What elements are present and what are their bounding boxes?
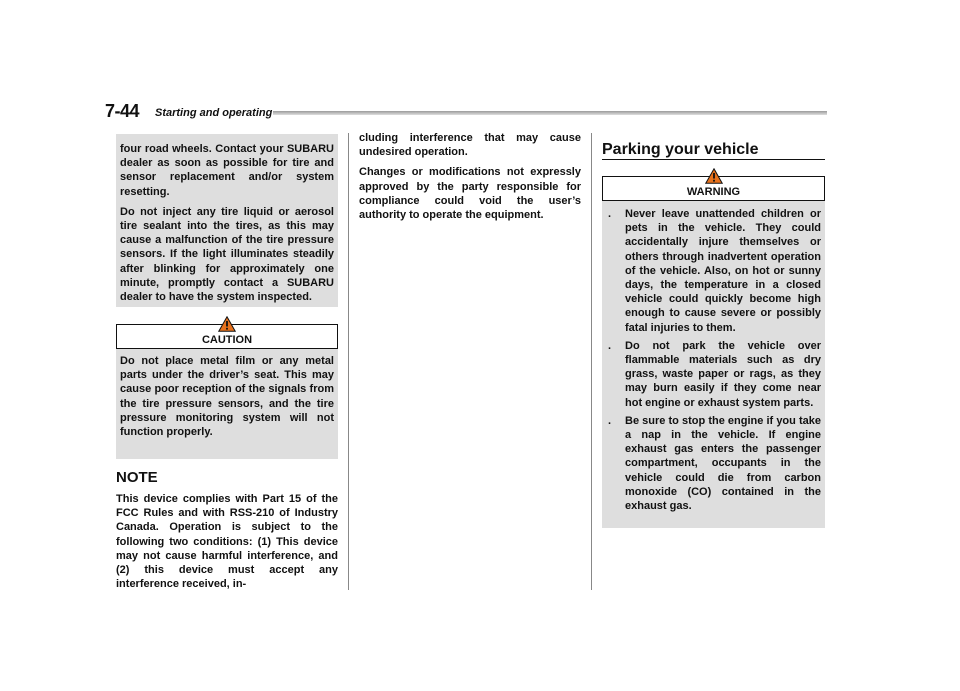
tire-info-box [116,134,338,307]
column-divider [591,133,592,590]
paragraph: cluding interference that may cause undesired operation. [359,132,581,159]
caution-box [116,324,338,459]
list-item [608,414,821,513]
list-item [608,207,821,335]
list-item [608,339,821,410]
middle-column [359,131,581,228]
warning-header [602,176,825,201]
header-rule [273,111,827,115]
list-item-text: Do not park the vehicle over flammable materials such as dry grass, waste paper or rags, as they may burn easily if they come near hot engine or exhaust system parts. [625,339,821,409]
warning-triangle-icon [218,316,236,332]
note-heading: NOTE [116,469,158,486]
paragraph: four road wheels. Contact your SUBARU dealer as soon as possible for tire and sensor replacement and/or system resetting. [120,143,334,198]
warning-list [608,207,821,517]
column-divider [348,133,349,590]
paragraph: Do not inject any tire liquid or aerosol tire sealant into the tires, as this may cause a malfunction of the tire pressure sensors. If the light illuminates steadily after blinking for approximately one minute, promptly contact a SUBARU dealer to have the system inspected. [120,205,334,304]
bullet: . [608,339,612,352]
bullet: . [608,208,612,220]
caution-text: Do not place metal film or any metal parts under the driver’s seat. This may cause poor reception of the signals from the tire pressure sensors, and the tire pressure monitoring system will not function properly. [120,355,334,439]
note-text: This device complies with Part 15 of the FCC Rules and with RSS-210 of Industry Canada. Operation is subject to the following two conditions: (1) This device may not cause harmful interference, and (2) this device must accept any interference received, in- [116,493,338,591]
page-number: 7-44 [105,101,140,121]
warning-heading: WARNING [686,186,741,198]
list-item-text: Be sure to stop the engine if you take a nap in the vehicle. If engine exhaust gas enters the passenger compartment, occupants in the vehicle could die from carbon monoxide (CO) contained in the exhaust gas. [625,414,821,513]
section-title: Starting and operating [155,107,273,119]
page-header [105,101,827,123]
list-item-text: Never leave unattended children or pets in the vehicle. They could accidentally injure themselves or others through inadvertent operation of the vehicle. Also, on hot or sunny days, the temperature in a closed vehicle could quickly become high enough to cause severe or possibly fatal injuries to them. [625,208,821,334]
warning-box [602,176,825,528]
caution-heading: CAUTION [201,334,253,346]
title-underline [602,159,825,160]
bullet: . [608,414,612,427]
caution-header [116,324,338,349]
parking-section-title: Parking your vehicle [602,141,759,158]
warning-triangle-icon [705,168,723,184]
paragraph: Changes or modifications not expressly approved by the party responsible for compliance could void the user’s authority to operate the equipment. [359,166,581,222]
